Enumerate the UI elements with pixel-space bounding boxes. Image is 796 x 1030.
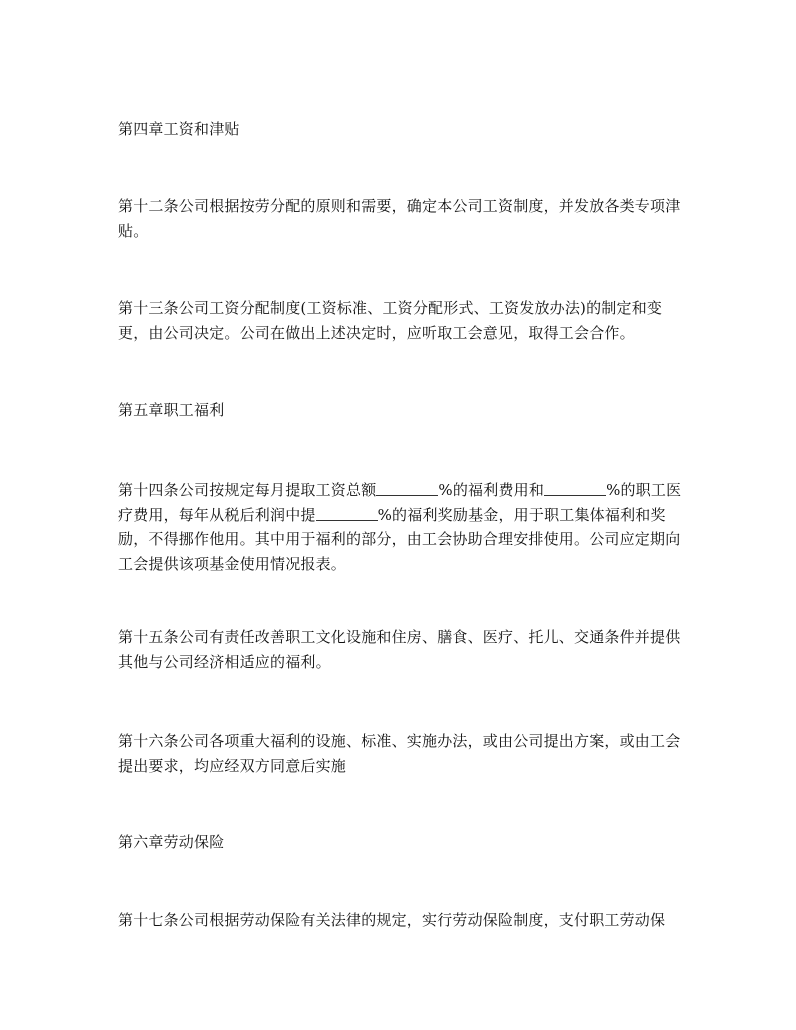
chapter-5-heading: 第五章职工福利 bbox=[118, 401, 225, 419]
article-14-text-3: %的职工医疗费用，每年从税后利润中提 bbox=[118, 481, 682, 524]
blank-line-2 bbox=[544, 481, 606, 496]
blank-line-1 bbox=[376, 481, 438, 496]
article-12-paragraph: 第十二条公司根据按劳分配的原则和需要，确定本公司工资制度，并发放各类专项津贴。 bbox=[118, 197, 681, 240]
blank-line-3 bbox=[316, 506, 378, 521]
article-14-text-4: %的福利奖励基金，用于职工集体福利和奖励，不得挪作他用。其中用于福利的部分，由工会协助合理安排使用。公司应定期向工会提供该项基金使用情况报表。 bbox=[118, 505, 681, 573]
article-16-paragraph: 第十六条公司各项重大福利的设施、标准、实施办法，或由公司提出方案，或由工会提出要求，均应经双方同意后实施 bbox=[118, 732, 681, 775]
chapter-4-heading: 第四章工资和津贴 bbox=[118, 120, 240, 138]
article-14-text-2: %的福利费用和 bbox=[438, 481, 545, 499]
article-17-paragraph: 第十七条公司根据劳动保险有关法律的规定，实行劳动保险制度，支付职工劳动保 bbox=[118, 911, 666, 929]
article-13-paragraph: 第十三条公司工资分配制度(工资标准、工资分配形式、工资发放办法)的制定和变更，由公司决定。公司在做出上述决定时，应听取工会意见，取得工会合作。 bbox=[118, 299, 663, 342]
article-14-text-1: 第十四条公司按规定每月提取工资总额 bbox=[118, 481, 377, 499]
article-15-paragraph: 第十五条公司有责任改善职工文化设施和住房、膳食、医疗、托儿、交通条件并提供其他与公司经济相适应的福利。 bbox=[118, 628, 681, 671]
chapter-6-heading: 第六章劳动保险 bbox=[118, 833, 225, 851]
article-14-paragraph bbox=[118, 478, 686, 576]
